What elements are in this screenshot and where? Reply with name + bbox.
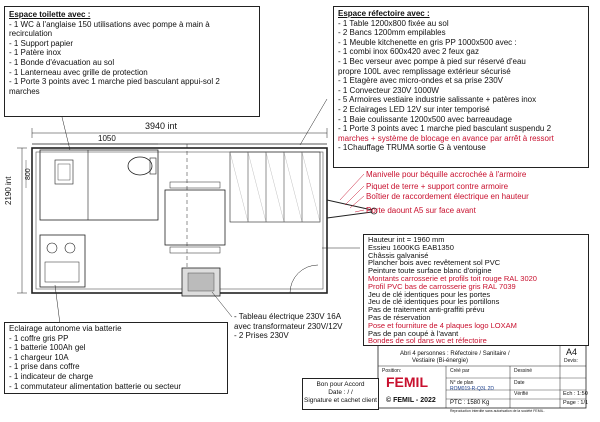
drawn-label: Dessiné xyxy=(514,368,533,374)
footer-note: Reproduction interdite sans autorisation de la société FEMIL. xyxy=(450,409,545,413)
battery-line: - 1 indicateur de charge xyxy=(9,371,94,381)
refectory-line: - 1 Meuble kitchenette en gris PP 1000x500 avec : xyxy=(338,37,517,47)
spec-line: Châssis galvanisé xyxy=(368,250,429,260)
position-label: Position: xyxy=(382,368,402,374)
refectory-line: - 5 Armoires vestiaire industrie salissante + patères inox xyxy=(338,95,537,105)
refectory-line: - 1 combi inox 600x420 avec 2 feux gaz xyxy=(338,47,479,57)
spec-line: Profil PVC bas de carrosserie gris RAL 7039 xyxy=(368,281,516,291)
brand-logo-text: FEMIL xyxy=(386,374,428,390)
battery-line: - 1 coffre gris PP xyxy=(9,333,69,343)
battery-equipment-box xyxy=(4,322,228,394)
refectory-line: - 1 Porte 3 points avec 1 marche pied basculant suspendu 2 xyxy=(338,124,552,134)
toilet-line: - 1 Lanterneau avec grille de protection xyxy=(9,67,148,77)
checked-label: Vérifié xyxy=(514,391,529,397)
spec-line: Pose et fourniture de 4 plaques logo LOXAM xyxy=(368,320,517,330)
table xyxy=(165,190,225,245)
callout-crank: Manivelle pour béquille accrochée à l'armoire xyxy=(366,170,527,179)
refectory-equipment-box xyxy=(333,6,589,168)
spec-line: Pas de pan coupé à l'avant xyxy=(368,328,459,338)
created-by-label: Créé par xyxy=(450,368,470,374)
refectory-line: - 1 Table 1200x800 fixée au sol xyxy=(338,18,449,28)
toilet-line: - 1 Patère inox xyxy=(9,48,62,58)
toilet-line: recirculation xyxy=(9,29,53,39)
approval-line: Bon pour Accord xyxy=(316,381,365,388)
refectory-line: - 2 Bancs 1200mm empilables xyxy=(338,28,446,38)
refectory-line: - 1 Convecteur 230V 1000W xyxy=(338,85,439,95)
spec-line: Jeu de clé identiques pour les portes xyxy=(368,289,491,299)
dim-inner: 1050 xyxy=(98,134,116,143)
date-label: Date xyxy=(514,380,525,386)
refectory-line: - 1 Etagère avec micro-ondes et sa prise 230V xyxy=(338,76,503,86)
trailer-body xyxy=(32,148,327,293)
battery-line: - 1 chargeur 10A xyxy=(9,352,69,362)
battery-line: - 1 batterie 100Ah gel xyxy=(9,343,86,353)
approval-line: Signature et cachet client xyxy=(304,397,377,404)
spec-line: Pas de réservation xyxy=(368,312,431,322)
dim-small: 800 xyxy=(25,168,32,180)
plan-number-label: N° de plan xyxy=(450,380,474,386)
toilet-room xyxy=(40,150,158,220)
dim-width: 2190 int xyxy=(4,176,13,205)
battery-line: - 1 prise dans coffre xyxy=(9,362,80,372)
refectory-line: - 1 Baie coulissante 1200x500 avec barreaudage xyxy=(338,114,512,124)
approval-line: Date : / / xyxy=(328,389,353,396)
refectory-line: - 1Chauffage TRUMA sortie G à ventouse xyxy=(338,143,486,153)
copyright: © FEMIL - 2022 xyxy=(386,397,436,404)
callout-junction-box: Boîtier de raccordement électrique en hauteur xyxy=(366,192,529,201)
scale: Ech : 1:50 xyxy=(563,391,588,397)
callout-earth-stake: Piquet de terre + support contre armoire xyxy=(366,182,509,191)
spec-line: Bondes de sol dans wc et réfectoire xyxy=(368,336,487,346)
refectory-line: - 1 Bec verseur avec pompe à pied sur réservé d'eau xyxy=(338,56,526,66)
plan-ref: ROM019-R-Q3L 2D xyxy=(450,386,494,392)
ptc-weight: PTC : 1580 Kg xyxy=(450,400,490,406)
kitchenette xyxy=(40,235,85,287)
spec-line: Essieu 1600KG EAB1350 xyxy=(368,242,454,252)
electrical-line: - 2 Prises 230V xyxy=(234,331,289,341)
electrical-line: - Tableau électrique 230V 16A xyxy=(234,312,342,321)
devis-label: Devis: xyxy=(564,358,578,364)
refectory-line: propre 100L avec remplissage extérieur sécurisé xyxy=(338,66,511,76)
electrical-note xyxy=(234,312,343,341)
specifications-box xyxy=(363,234,589,346)
toilet-line: - 1 Bonde d'évacuation au sol xyxy=(9,57,115,67)
wc-bowl xyxy=(128,157,152,175)
dim-length: 3940 int xyxy=(145,121,178,131)
battery-line: Eclairage autonome via batterie xyxy=(9,324,122,333)
refectory-line: marches + système de blocage en avance par arrêt à ressort xyxy=(338,133,554,143)
spec-line: Jeu de clé identiques pour les portillons xyxy=(368,297,500,307)
paper-size: A4 xyxy=(566,347,578,357)
spec-line: Montants carrosserie et profils toit rouge RAL 3020 xyxy=(368,273,537,283)
title-line: Vestiaire (Bi-énergie) xyxy=(412,358,469,364)
refectory-heading: Espace réfectoire avec : xyxy=(338,9,430,18)
page-number: Page : 1/1 xyxy=(563,400,589,406)
spec-line: Plancher bois avec revêtement sol PVC xyxy=(368,258,501,268)
electrical-line: avec transformateur 230V/12V xyxy=(234,321,343,331)
spec-line: Pas de traitement anti-graffiti prévu xyxy=(368,305,485,315)
approval-box xyxy=(302,378,379,410)
toilet-line: - 1 WC à l'anglaise 150 utilisations avec pompe à main à xyxy=(9,19,210,29)
toilet-heading: Espace toilette avec : xyxy=(9,10,91,19)
title-line: Abri 4 personnes : Réfectoire / Sanitaire / xyxy=(400,351,510,357)
toilet-equipment-box xyxy=(4,6,260,117)
callout-door: Porte daount A5 sur face avant xyxy=(366,206,476,215)
toilet-line: marches xyxy=(9,86,40,96)
spec-line: Peinture toute surface blanc d'origine xyxy=(368,266,492,276)
spec-line: Hauteur int = 1960 mm xyxy=(368,235,445,244)
toilet-line: - 1 Support papier xyxy=(9,38,74,48)
refectory-line: - 2 Eclairages LED 12V sur inter temporisé xyxy=(338,104,490,114)
battery-line: - 1 commutateur alimentation batterie ou secteur xyxy=(9,381,182,391)
toilet-line: - 1 Porte 3 points avec 1 marche pied basculant appui-sol 2 xyxy=(9,77,220,87)
